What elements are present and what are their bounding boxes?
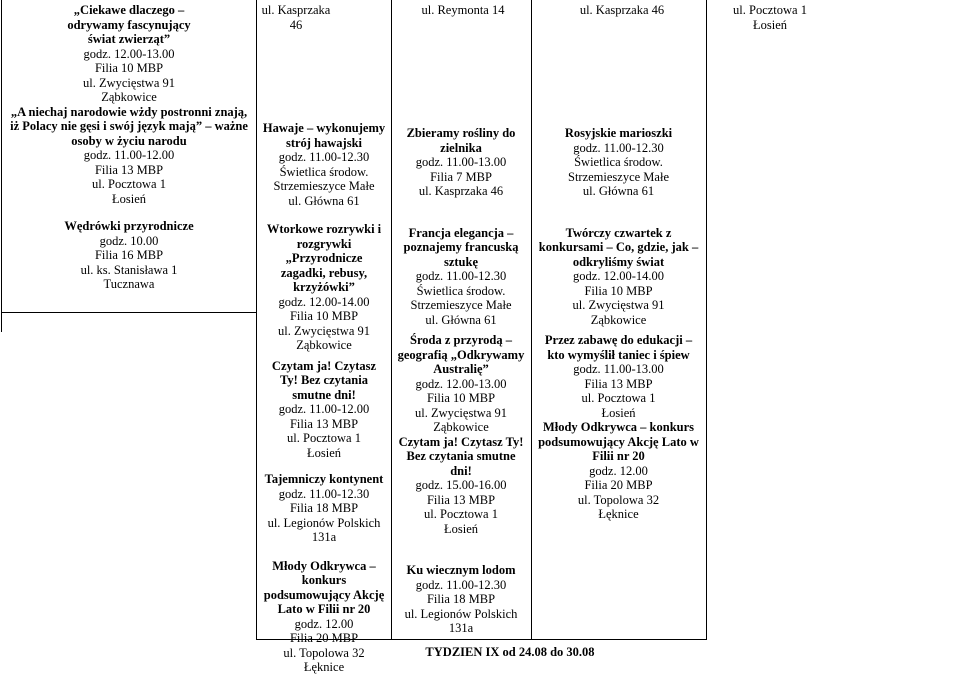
event-location: ul. Główna 61 <box>425 312 497 327</box>
event-location: Łęknice <box>598 507 639 521</box>
event-block <box>262 121 386 208</box>
event-venue: Filia 20 MBP <box>289 631 359 645</box>
event-address: Strzemieszyce Małe <box>568 169 669 184</box>
event-block <box>262 472 386 545</box>
event-address: ul. Zwycięstwa 91 <box>415 405 507 420</box>
event-address: ul. Zwycięstwa 91 <box>278 323 370 338</box>
event-location: Tucznawa <box>103 277 155 291</box>
event-time: godz. 11.00-12.00 <box>83 148 175 162</box>
event-address: ul. Kasprzaka 46 <box>418 184 504 198</box>
event-title: Zbieramy rośliny do zielnika <box>406 126 516 155</box>
event-title: Francja elegancja – poznajemy francuską sztukę <box>403 225 519 269</box>
event-block <box>536 420 701 522</box>
event-venue: Świetlica środow. <box>574 155 663 169</box>
event-location: Ząbkowice <box>296 338 352 352</box>
event-title: Tajemniczy kontynent <box>264 472 384 486</box>
event-time: godz. 15.00-16.00 <box>415 478 507 492</box>
event-title: Młody Odkrywca – konkurs podsumowujący Akcję Lato w Filii nr 20 <box>263 558 385 616</box>
event-location: Ząbkowice <box>433 420 489 434</box>
event-block <box>397 563 525 636</box>
event-block <box>397 226 525 328</box>
event-title: Środa z przyrodą – geografią „Odkrywamy Australię” <box>397 333 525 376</box>
event-venue: Świetlica środow. <box>416 283 506 298</box>
event-venue: Filia 13 MBP <box>94 162 164 177</box>
event-address: ul. Zwycięstwa 91 <box>83 75 175 90</box>
event-title: Młody Odkrywca – konkurs podsumowujący Akcję Lato w Filii nr 20 <box>538 420 699 463</box>
event-location: ul. Główna 61 <box>582 184 655 198</box>
event-address: ul. Legionów Polskich 131a <box>404 606 518 635</box>
top-address-1: ul. Kasprzaka 46 <box>261 3 331 32</box>
column-0 <box>2 3 256 292</box>
event-address: ul. Pocztowa 1 <box>287 431 361 445</box>
top-address-2: ul. Reymonta 14 <box>421 3 505 17</box>
event-title: Rosyjskie marioszki <box>564 126 673 140</box>
event-venue: Filia 10 MBP <box>289 309 359 323</box>
event-block <box>397 333 525 435</box>
event-address: ul. Topolowa 32 <box>577 492 660 507</box>
grid-line <box>706 0 707 640</box>
event-venue: Filia 10 MBP <box>94 61 164 75</box>
event-time: godz. 12.00 <box>294 616 354 631</box>
event-venue: Filia 13 MBP <box>584 376 653 391</box>
event-location: Ząbkowice <box>590 312 647 327</box>
event-title: Czytam ja! Czytasz Ty! Bez czytania smutne dni! <box>398 434 524 478</box>
event-title: „A niechaj narodowie wżdy postronni znają, iż Polacy nie gęsi i swój język mają” – ważne osoby w życiu narodu <box>10 104 248 148</box>
event-address: Strzemieszyce Małe <box>273 179 375 193</box>
event-venue: Filia 10 MBP <box>426 391 496 405</box>
grid-line <box>531 0 532 640</box>
event-time: godz. 11.00-13.00 <box>573 362 664 376</box>
event-location: Łosień <box>601 405 636 420</box>
event-time: godz. 12.00 <box>589 463 648 478</box>
event-address: ul. ks. Stanisława 1 <box>80 262 178 277</box>
event-title: Ku wiecznym lodom <box>406 563 516 577</box>
event-venue: Świetlica środow. <box>279 164 369 179</box>
event-block <box>536 226 701 328</box>
event-address: ul. Pocztowa 1 <box>581 391 656 405</box>
event-venue: Filia 13 MBP <box>426 492 496 507</box>
event-title: Hawaje – wykonujemy strój hawajski <box>262 121 386 150</box>
event-venue: Filia 16 MBP <box>94 248 164 262</box>
event-time: godz. 12.00-14.00 <box>278 294 370 309</box>
event-location: Ząbkowice <box>101 90 157 104</box>
event-time: godz. 11.00-12.30 <box>573 140 664 155</box>
event-block <box>2 3 256 105</box>
grid-line <box>1 312 256 313</box>
event-title: Czytam ja! Czytasz Ty! Bez czytania smutne dni! <box>271 358 377 402</box>
event-location: Łosień <box>111 191 147 206</box>
event-time: godz. 11.00-12.30 <box>415 269 507 283</box>
event-block <box>397 435 525 537</box>
event-address: Strzemieszyce Małe <box>410 298 512 312</box>
event-location: Łosień <box>306 445 342 460</box>
event-time: godz. 11.00-12.00 <box>278 402 370 416</box>
event-block <box>536 126 701 199</box>
event-title: Wędrówki przyrodnicze <box>64 219 194 233</box>
column-1 <box>262 121 386 675</box>
event-block <box>2 219 256 292</box>
event-venue: Filia 13 MBP <box>289 416 359 431</box>
event-title: „Ciekawe dlaczego – odrywamy fascynujący świat zwierząt” <box>67 3 191 46</box>
top-address-4: ul. Pocztowa 1 Łosień <box>733 3 807 32</box>
event-address: ul. Topolowa 32 <box>283 645 365 660</box>
event-address: ul. Pocztowa 1 <box>424 507 498 521</box>
event-block <box>397 126 525 199</box>
week-footer: TYDZIEN IX od 24.08 do 30.08 <box>425 645 595 659</box>
event-location: ul. Główna 61 <box>288 193 360 208</box>
event-time: godz. 11.00-12.30 <box>278 486 370 501</box>
event-location: Łęknice <box>303 660 345 674</box>
event-time: godz. 11.00-13.00 <box>415 155 507 169</box>
event-block <box>536 333 701 420</box>
column-3 <box>536 126 701 522</box>
top-address-3: ul. Kasprzaka 46 <box>579 3 665 17</box>
event-address: ul. Legionów Polskich 131a <box>267 515 381 544</box>
event-time: godz. 12.00-14.00 <box>573 269 664 283</box>
event-block <box>262 222 386 353</box>
event-block <box>262 359 386 461</box>
event-address: ul. Pocztowa 1 <box>92 177 166 191</box>
event-venue: Filia 7 MBP <box>430 169 492 184</box>
event-title: Twórczy czwartek z konkursami – Co, gdzie, jak – odkryliśmy świat <box>538 225 699 269</box>
grid-line <box>391 0 392 640</box>
event-venue: Filia 18 MBP <box>289 501 359 515</box>
column-2 <box>397 126 525 636</box>
event-time: godz. 10.00 <box>99 233 159 248</box>
grid-line <box>256 0 257 640</box>
event-venue: Filia 10 MBP <box>584 283 653 298</box>
event-address: ul. Zwycięstwa 91 <box>572 298 665 312</box>
event-venue: Filia 20 MBP <box>584 478 653 492</box>
event-time: godz. 11.00-12.30 <box>278 150 370 164</box>
event-block <box>2 105 256 207</box>
event-location: Łosień <box>443 521 479 536</box>
event-venue: Filia 18 MBP <box>426 592 496 606</box>
event-title: Wtorkowe rozrywki i rozgrywki „Przyrodnicze zagadki, rebusy, krzyżówki” <box>266 222 382 294</box>
event-time: godz. 12.00-13.00 <box>83 46 175 61</box>
event-time: godz. 12.00-13.00 <box>415 376 507 391</box>
event-title: Przez zabawę do edukacji – kto wymyślił taniec i śpiew <box>544 333 693 362</box>
event-time: godz. 11.00-12.30 <box>415 577 507 592</box>
